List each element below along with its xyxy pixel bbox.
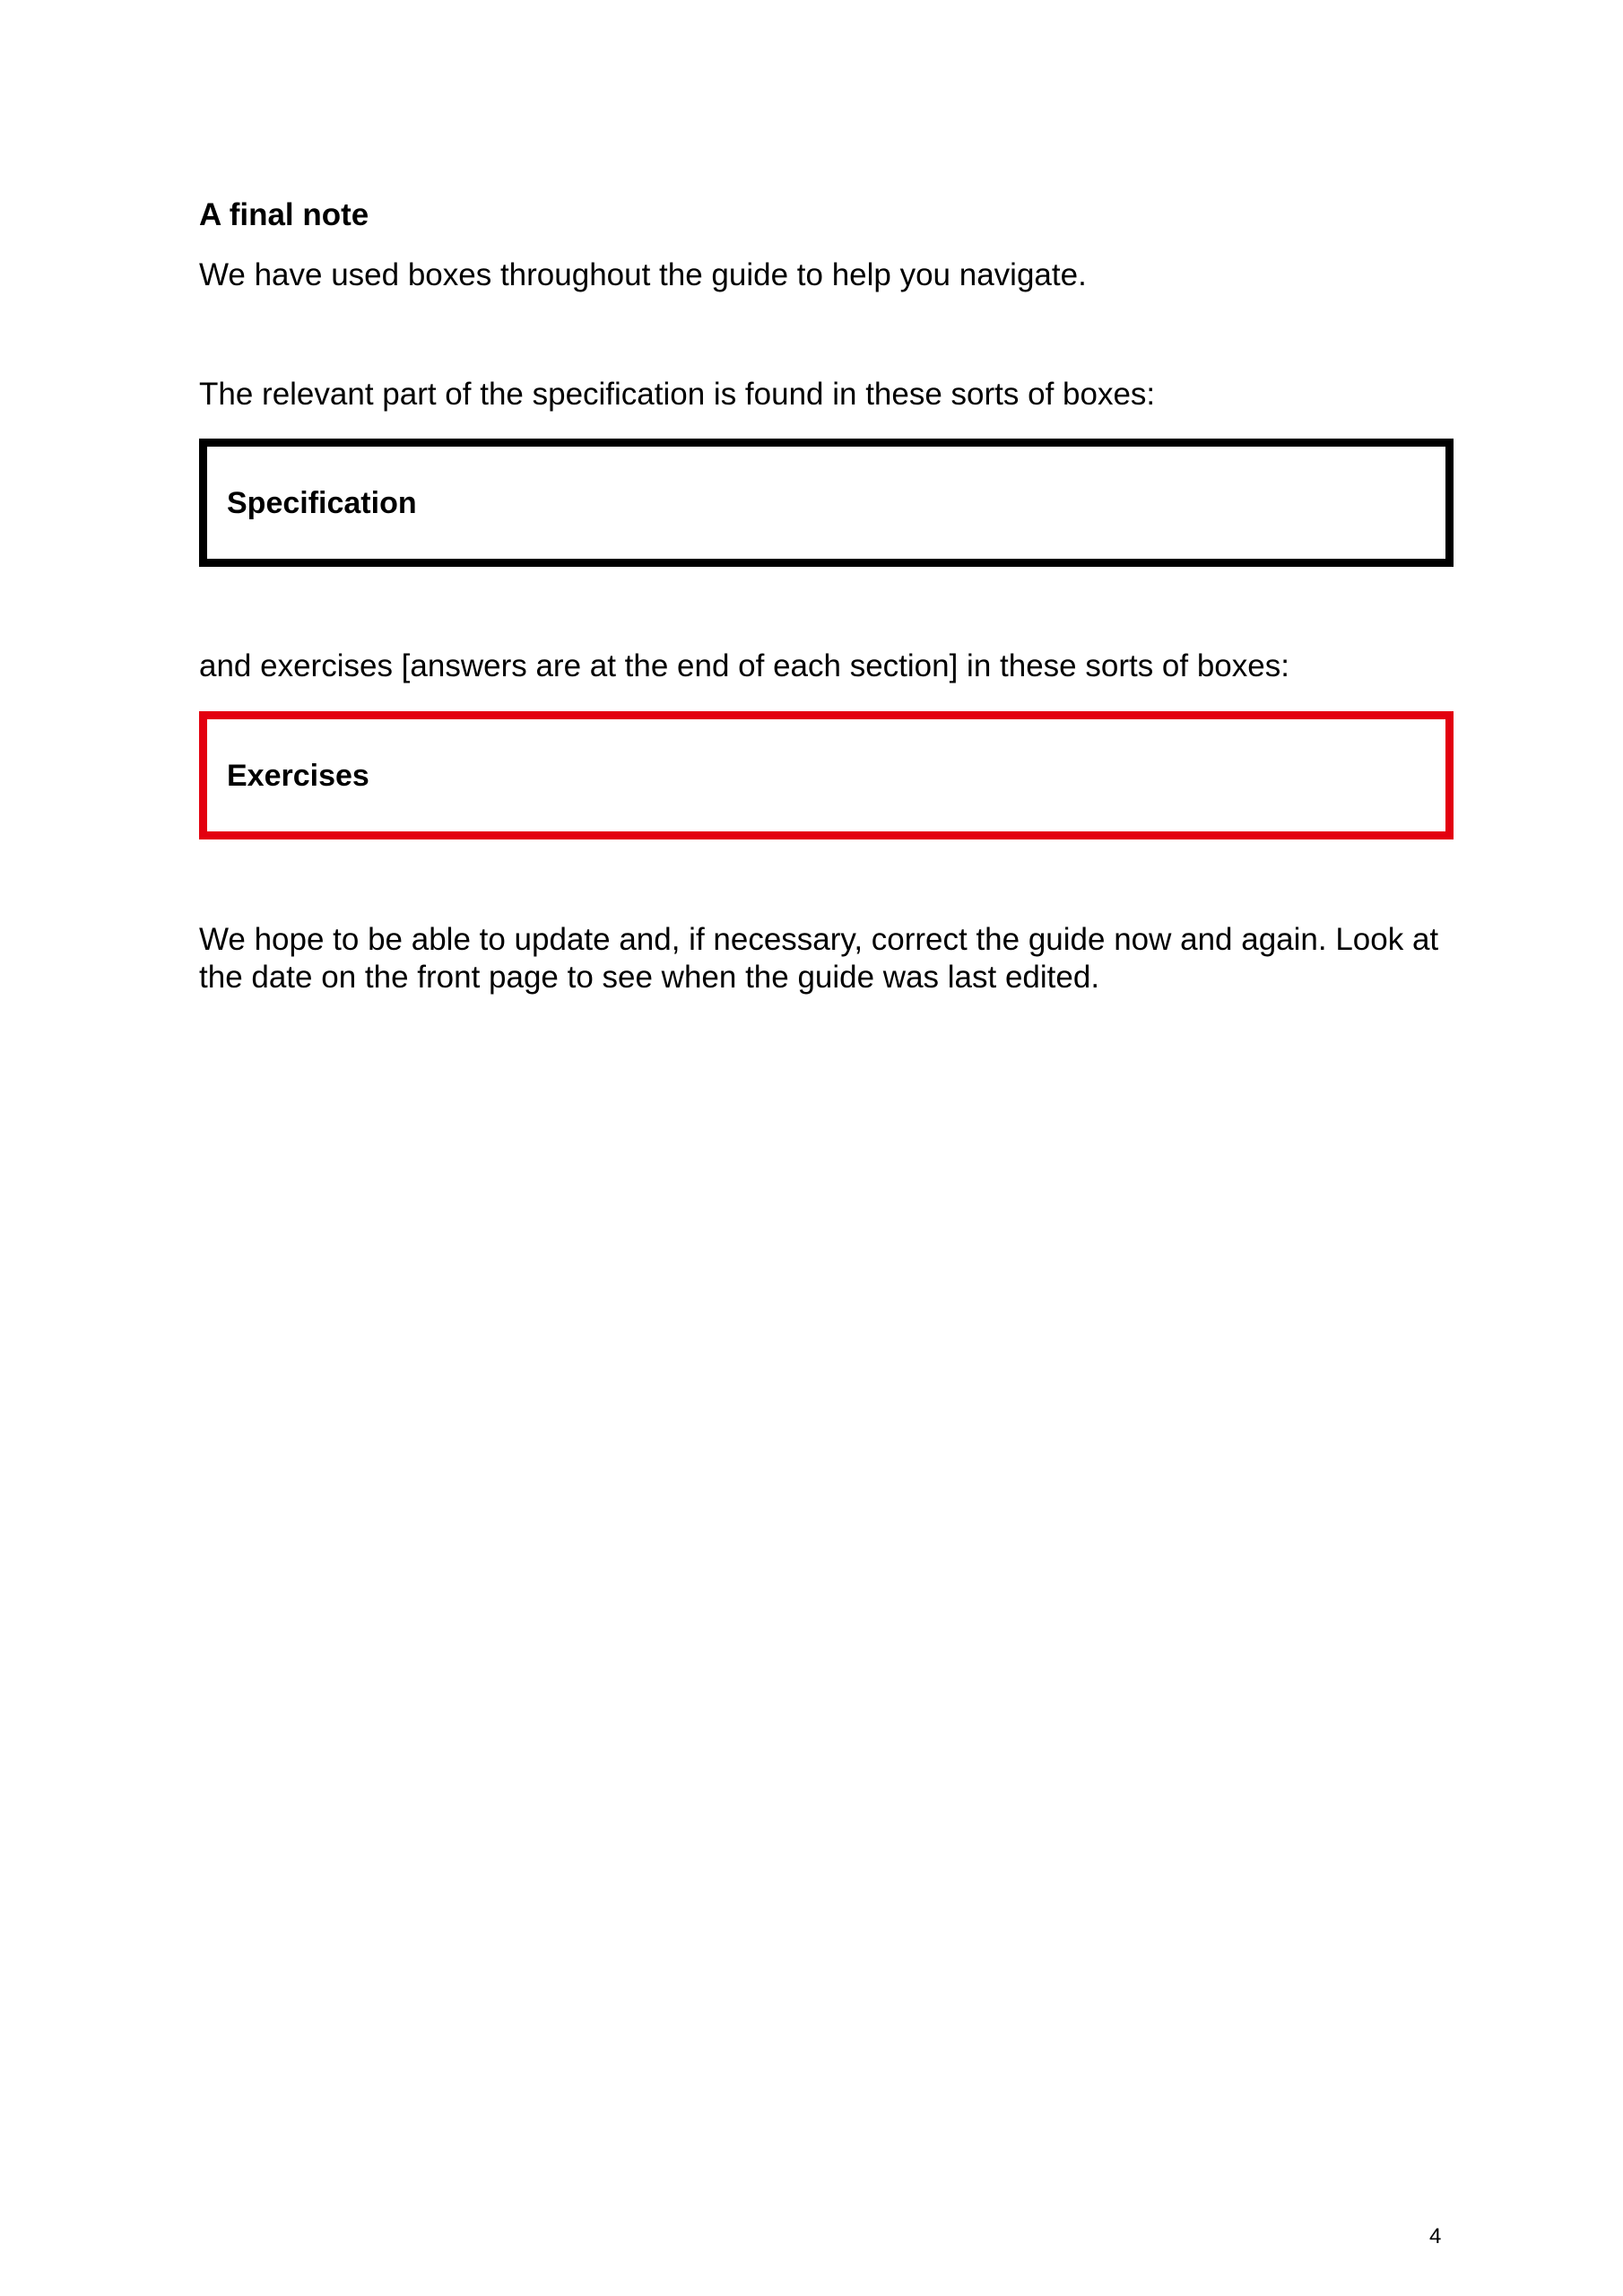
exercises-box — [199, 711, 1454, 839]
specification-intro-paragraph: The relevant part of the specification is found in these sorts of boxes: — [199, 377, 1156, 412]
page-number: 4 — [1429, 2224, 1442, 2248]
specification-box-label: Specification — [227, 486, 417, 520]
specification-box — [199, 439, 1454, 567]
closing-paragraph: We hope to be able to update and, if necessary, correct the guide now and again. Look at the date on the front page to see when the guide was last edited. — [199, 922, 1439, 995]
section-heading: A final note — [199, 197, 369, 232]
exercises-intro-paragraph: and exercises [answers are at the end of each section] in these sorts of boxes: — [199, 648, 1289, 683]
intro-paragraph: We have used boxes throughout the guide to help you navigate. — [199, 257, 1087, 292]
exercises-box-label: Exercises — [227, 759, 369, 793]
